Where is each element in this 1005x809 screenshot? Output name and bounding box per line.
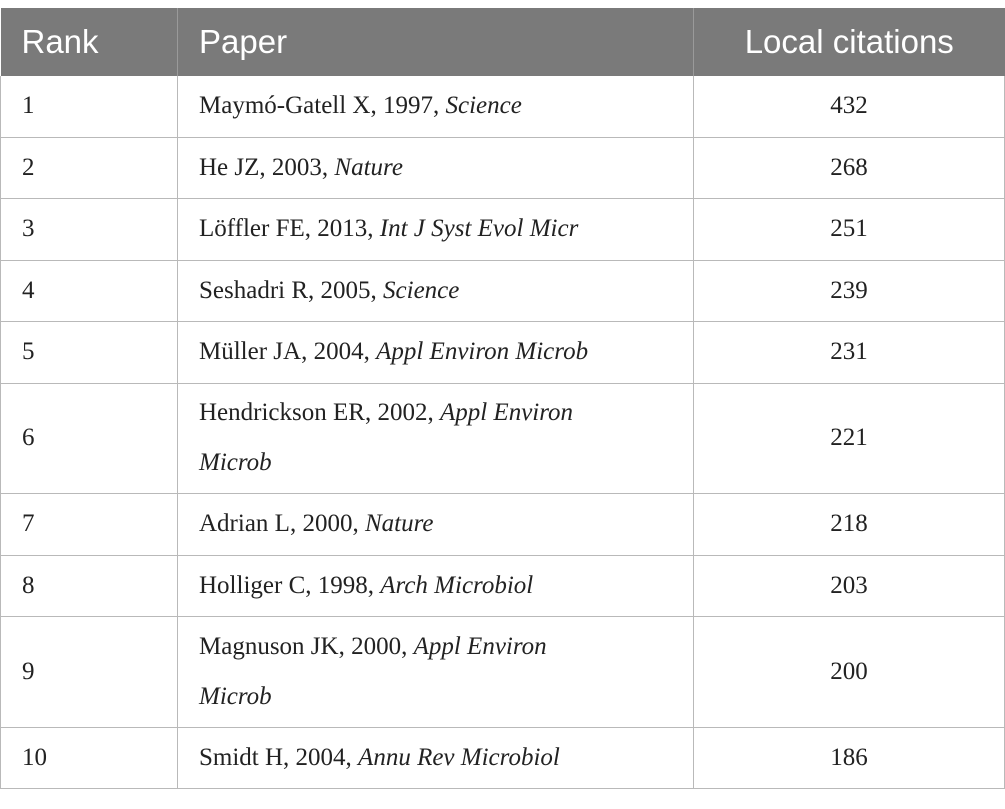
rank-cell: 4 [1,260,178,321]
paper-journal: Nature [364,510,434,537]
rank-cell: 6 [1,383,178,493]
paper-cell [178,198,694,260]
paper-authors: Hendrickson ER, 2002, [199,399,440,426]
header-rank: Rank [1,8,178,76]
citations-cell: 203 [694,555,1005,616]
citations-table [0,8,1005,789]
citations-cell: 251 [694,198,1005,260]
table-header-row [1,8,1005,76]
table-row [1,76,1005,137]
paper-authors: Müller JA, 2004, [199,338,377,365]
citations-cell: 200 [694,616,1005,727]
table-row [1,321,1005,383]
table-row [1,616,1005,727]
citations-cell: 432 [694,76,1005,137]
paper-journal: Appl Environ Microb [199,632,547,710]
citations-cell: 268 [694,137,1005,198]
header-paper: Paper [178,8,694,76]
table-row [1,260,1005,321]
paper-journal: Int J Syst Evol Micr [379,215,579,242]
rank-cell: 2 [1,137,178,198]
paper-journal: Appl Environ Microb [376,338,589,365]
rank-cell: 9 [1,616,178,727]
table-row [1,555,1005,616]
paper-journal: Annu Rev Microbiol [358,743,560,771]
paper-cell [178,555,694,616]
paper-cell [178,260,694,321]
paper-cell [178,321,694,383]
paper-cell [178,616,694,727]
paper-authors: Magnuson JK, 2000, [199,632,414,660]
paper-authors: Smidt H, 2004, [199,743,359,771]
paper-authors: Seshadri R, 2005, [199,276,384,304]
paper-cell [178,383,694,493]
rank-cell: 8 [1,555,178,616]
rank-cell: 10 [1,727,178,788]
paper-cell [178,493,694,555]
rank-cell: 3 [1,198,178,260]
paper-cell [178,727,694,788]
citations-cell: 218 [694,493,1005,555]
citations-cell: 186 [694,727,1005,788]
table-row [1,727,1005,788]
rank-cell: 5 [1,321,178,383]
paper-authors: Adrian L, 2000, [199,510,365,537]
citations-cell: 221 [694,383,1005,493]
table-row [1,383,1005,493]
paper-journal: Nature [334,153,403,181]
paper-journal: Appl Environ Microb [199,399,574,476]
citations-cell: 239 [694,260,1005,321]
paper-journal: Science [445,92,522,120]
paper-authors: He JZ, 2003, [199,153,335,181]
paper-cell [178,137,694,198]
paper-cell [178,76,694,137]
table-row [1,137,1005,198]
rank-cell: 7 [1,493,178,555]
rank-cell: 1 [1,76,178,137]
citations-cell: 231 [694,321,1005,383]
paper-journal: Science [383,276,460,304]
header-local-citations: Local citations [744,23,954,60]
paper-authors: Maymó-Gatell X, 1997, [199,92,446,120]
table-row [1,198,1005,260]
paper-authors: Löffler FE, 2013, [199,215,380,242]
paper-authors: Holliger C, 1998, [199,571,381,599]
paper-journal: Arch Microbiol [380,571,534,599]
table-row [1,493,1005,555]
